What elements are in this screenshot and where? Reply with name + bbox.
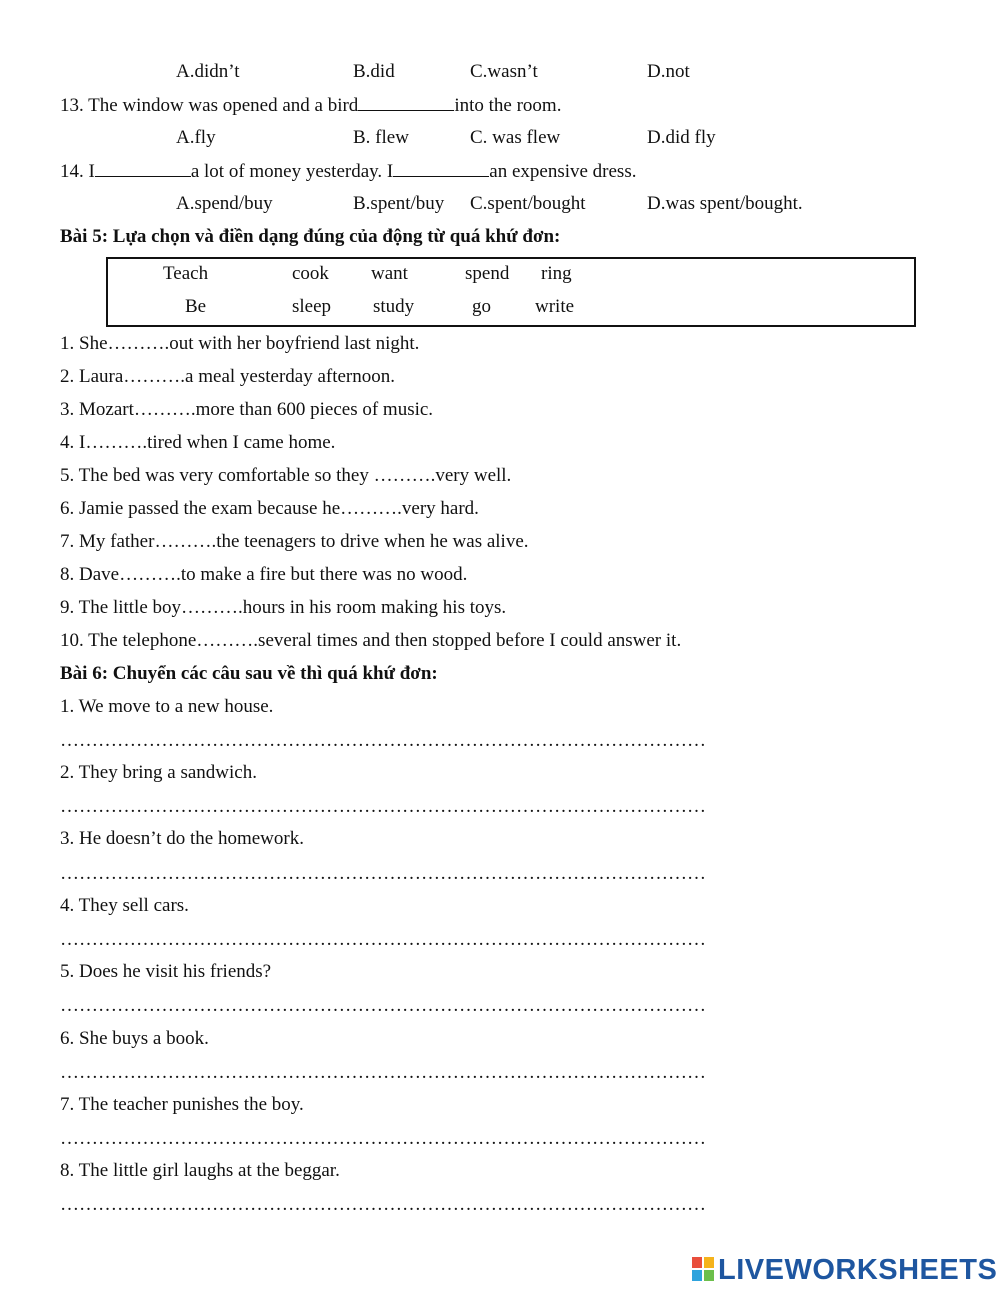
verb-cook: cook: [292, 263, 329, 284]
q13-option-a: A.fly: [176, 127, 216, 148]
bai6-sentence-7: 7. The teacher punishes the boy.: [60, 1094, 304, 1115]
q12-option-d: D.not: [647, 61, 690, 82]
q14-option-b: B.spent/buy: [353, 193, 445, 214]
q12-option-b: B.did: [353, 61, 395, 82]
verb-go: go: [472, 296, 491, 317]
verb-write: write: [535, 296, 575, 317]
bai5-sentence-2[interactable]: 2. Laura……….a meal yesterday afternoon.: [60, 366, 396, 387]
q14-blank-1[interactable]: [95, 159, 191, 177]
q14-blank-2[interactable]: [393, 159, 489, 177]
bai5-sentence-7[interactable]: 7. My father……….the teenagers to drive when he was alive.: [60, 531, 529, 552]
q14-options: [0, 192, 1000, 216]
bai5-sentence-10[interactable]: 10. The telephone……….several times and then stopped before I could answer it.: [60, 630, 682, 651]
q14-option-c: C.spent/bought: [470, 193, 586, 214]
bai6-heading: Bài 6: Chuyển các câu sau về thì quá khứ đơn:: [60, 663, 438, 684]
verb-teach: Teach: [163, 263, 209, 284]
q14-question: 14. I a lot of money yesterday. I an expensive dress.: [60, 161, 637, 182]
q13-blank[interactable]: [358, 93, 454, 111]
verb-sleep: sleep: [292, 296, 332, 317]
bai6-answer-line-7[interactable]: …………………………………………………………………………………………: [60, 1128, 706, 1149]
q14-option-a: A.spend/buy: [176, 193, 273, 214]
bai5-heading: Bài 5: Lựa chọn và điền dạng đúng của động từ quá khứ đơn:: [60, 226, 561, 247]
verb-spend: spend: [465, 263, 510, 284]
bai5-sentence-4[interactable]: 4. I……….tired when I came home.: [60, 432, 336, 453]
bai5-sentence-6[interactable]: 6. Jamie passed the exam because he……….very hard.: [60, 498, 479, 519]
bai6-sentence-5: 5. Does he visit his friends?: [60, 961, 272, 982]
q13-option-b: B. flew: [353, 127, 409, 148]
bai6-answer-line-8[interactable]: …………………………………………………………………………………………: [60, 1194, 706, 1215]
verb-want: want: [371, 263, 408, 284]
bai6-answer-line-5[interactable]: …………………………………………………………………………………………: [60, 995, 706, 1016]
liveworksheets-logo-icon: [692, 1257, 716, 1283]
q13-options: [0, 126, 1000, 150]
bai5-sentence-3[interactable]: 3. Mozart……….more than 600 pieces of music.: [60, 399, 434, 420]
bai6-answer-line-4[interactable]: …………………………………………………………………………………………: [60, 929, 706, 950]
bai5-sentence-9[interactable]: 9. The little boy……….hours in his room making his toys.: [60, 597, 507, 618]
bai6-answer-line-2[interactable]: …………………………………………………………………………………………: [60, 796, 706, 817]
bai6-answer-line-1[interactable]: …………………………………………………………………………………………: [60, 730, 706, 751]
bai5-sentence-1[interactable]: 1. She……….out with her boyfriend last night.: [60, 333, 420, 354]
bai5-sentence-8[interactable]: 8. Dave……….to make a fire but there was no wood.: [60, 564, 468, 585]
q13-option-d: D.did fly: [647, 127, 716, 148]
bai6-sentence-1: 1. We move to a new house.: [60, 696, 274, 717]
q13-option-c: C. was flew: [470, 127, 561, 148]
bai6-sentence-3: 3. He doesn’t do the homework.: [60, 828, 304, 849]
bai6-sentence-2: 2. They bring a sandwich.: [60, 762, 257, 783]
liveworksheets-logo: [692, 1254, 997, 1286]
liveworksheets-logo-text: LIVEWORKSHEETS: [718, 1253, 998, 1286]
q12-option-c: C.wasn’t: [470, 61, 538, 82]
bai6-sentence-4: 4. They sell cars.: [60, 895, 189, 916]
verb-box: [106, 257, 916, 327]
verb-ring: ring: [541, 263, 572, 284]
bai6-answer-line-3[interactable]: …………………………………………………………………………………………: [60, 863, 706, 884]
bai6-sentence-8: 8. The little girl laughs at the beggar.: [60, 1160, 340, 1181]
q12-option-a: A.didn’t: [176, 61, 240, 82]
bai6-answer-line-6[interactable]: …………………………………………………………………………………………: [60, 1062, 706, 1083]
q14-option-d: D.was spent/bought.: [647, 193, 803, 214]
verb-be: Be: [185, 296, 207, 317]
q12-options: [0, 60, 1000, 84]
bai5-sentence-5[interactable]: 5. The bed was very comfortable so they ……….very well.: [60, 465, 512, 486]
verb-study: study: [373, 296, 415, 317]
q13-question: 13. The window was opened and a bird into the room.: [60, 95, 562, 116]
bai6-sentence-6: 6. She buys a book.: [60, 1028, 209, 1049]
